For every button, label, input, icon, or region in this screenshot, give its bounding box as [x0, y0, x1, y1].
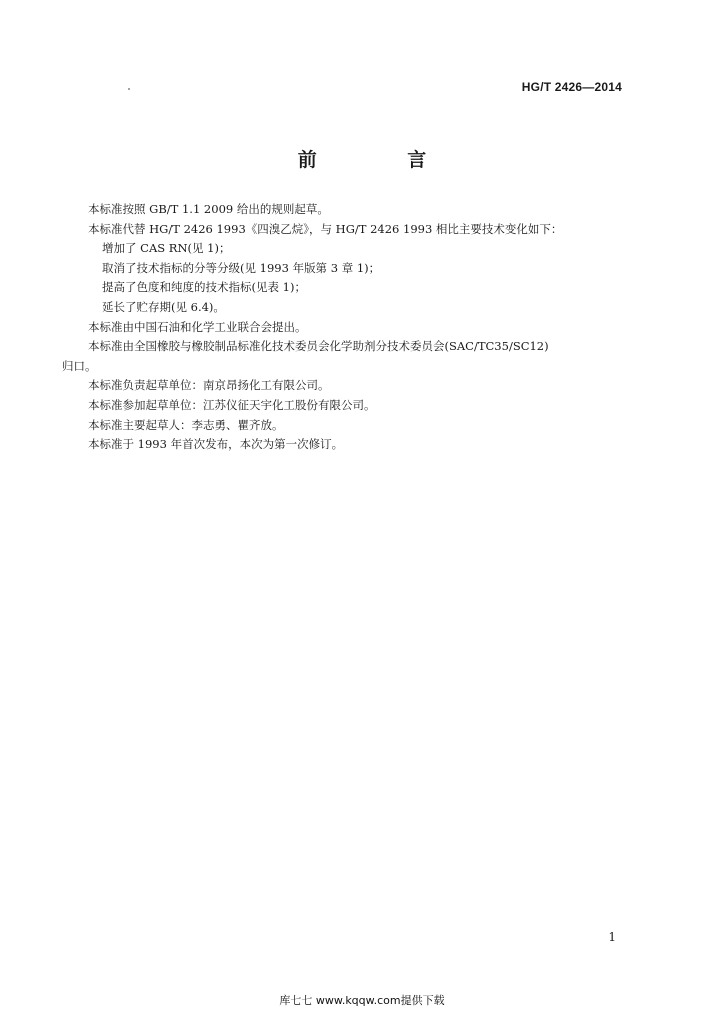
- paragraph-main-drafters: 本标准主要起草人：李志勇、瞿齐放。: [88, 417, 284, 432]
- paragraph-proposed-by: 本标准由中国石油和化学工业联合会提出。: [88, 319, 307, 334]
- change-item: 增加了 CAS RN(见 1)；: [102, 241, 231, 256]
- scan-speck: [128, 88, 130, 90]
- paragraph-lead-drafter: 本标准负责起草单位：南京昂扬化工有限公司。: [88, 378, 330, 393]
- paragraph-managed-by: 本标准由全国橡胶与橡胶制品标准化技术委员会化学助剂分技术委员会(SAC/TC35/SC12): [88, 339, 549, 354]
- page-number: 1: [608, 930, 616, 944]
- change-item: 延长了贮存期(见 6.4)。: [102, 299, 225, 314]
- paragraph-replaces: 本标准代替 HG/T 2426 1993《四溴乙烷》，与 HG/T 2426 1993 相比主要技术变化如下：: [88, 221, 563, 236]
- foreword-body: [62, 200, 622, 455]
- paragraph-publication-history: 本标准于 1993 年首次发布，本次为第一次修订。: [88, 437, 344, 452]
- change-item: 提高了色度和纯度的技术指标(见表 1)；: [102, 280, 306, 295]
- standard-code: HG/T 2426—2014: [521, 80, 622, 94]
- paragraph-managed-by-continued: 归口。: [62, 358, 97, 373]
- change-item: 取消了技术指标的分等分级(见 1993 年版第 3 章 1)；: [102, 260, 381, 275]
- page-title: 前 言: [297, 149, 469, 171]
- download-footer: 库七七 www.kqqw.com提供下载: [279, 994, 445, 1007]
- paragraph-participating-drafter: 本标准参加起草单位：江苏仪征天宇化工股份有限公司。: [88, 397, 376, 412]
- paragraph-drafting-rules: 本标准按照 GB/T 1.1 2009 给出的规则起草。: [88, 202, 329, 216]
